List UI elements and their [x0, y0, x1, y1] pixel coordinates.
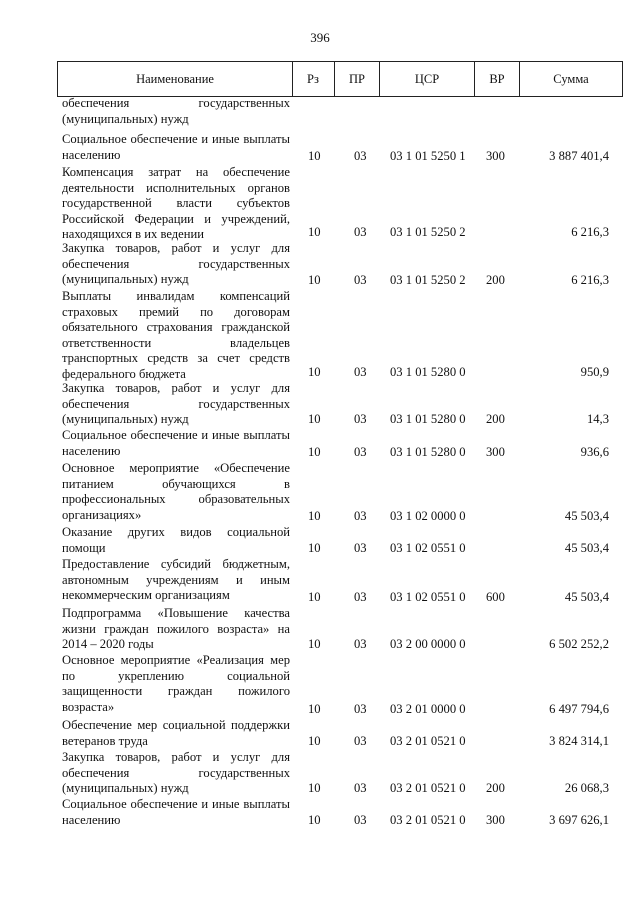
- table-row: [0, 132, 640, 165]
- row-sum: 950,9: [580, 365, 609, 380]
- row-rz: 10: [308, 781, 321, 796]
- row-name: Социальное обеспечение и иные выплаты населению: [62, 428, 290, 458]
- row-vr: 300: [486, 813, 505, 828]
- row-pr: 03: [354, 637, 367, 652]
- row-sum: 3 887 401,4: [549, 149, 609, 164]
- row-sum: 3 824 314,1: [549, 734, 609, 749]
- row-pr: 03: [354, 149, 367, 164]
- row-pr: 03: [354, 273, 367, 288]
- table-row: [0, 96, 640, 132]
- row-rz: 10: [308, 813, 321, 828]
- row-sum: 45 503,4: [564, 541, 609, 556]
- table-body: [0, 96, 640, 829]
- row-sum: 6 216,3: [571, 225, 609, 240]
- row-sum: 45 503,4: [564, 509, 609, 524]
- table-row: [0, 718, 640, 750]
- column-header-rz: Рз: [292, 61, 335, 97]
- row-vr: 200: [486, 781, 505, 796]
- table-row: [0, 165, 640, 241]
- row-rz: 10: [308, 445, 321, 460]
- row-csr: 03 1 01 5250 2: [390, 225, 466, 240]
- row-name: Закупка товаров, работ и услуг для обеспечения государственных (муниципальных) нужд: [62, 241, 290, 287]
- row-rz: 10: [308, 734, 321, 749]
- row-csr: 03 1 01 5250 1: [390, 149, 466, 164]
- row-csr: 03 1 01 5250 2: [390, 273, 466, 288]
- row-vr: 300: [486, 149, 505, 164]
- row-name: Обеспечение мер социальной поддержки ветеранов труда: [62, 718, 290, 748]
- row-csr: 03 1 02 0000 0: [390, 509, 466, 524]
- row-name: Социальное обеспечение и иные выплаты населению: [62, 132, 290, 162]
- column-header-vr: ВР: [475, 61, 520, 97]
- table-row: [0, 750, 640, 797]
- row-pr: 03: [354, 541, 367, 556]
- row-name: Закупка товаров, работ и услуг для обеспечения государственных (муниципальных) нужд: [62, 750, 290, 796]
- row-vr: 200: [486, 273, 505, 288]
- row-sum: 6 497 794,6: [549, 702, 609, 717]
- row-pr: 03: [354, 365, 367, 380]
- table-row: [0, 461, 640, 525]
- row-rz: 10: [308, 225, 321, 240]
- row-rz: 10: [308, 590, 321, 605]
- row-name: Закупка товаров, работ и услуг для обеспечения государственных (муниципальных) нужд: [62, 381, 290, 427]
- page-number: 396: [310, 30, 330, 45]
- row-sum: 3 697 626,1: [549, 813, 609, 828]
- row-sum: 6 216,3: [571, 273, 609, 288]
- table-row: [0, 653, 640, 718]
- row-pr: 03: [354, 734, 367, 749]
- row-sum: 936,6: [580, 445, 609, 460]
- row-name: Подпрограмма «Повышение качества жизни граждан пожилого возраста» на 2014 – 2020 годы: [62, 606, 290, 652]
- table-row: [0, 606, 640, 653]
- table-row: [0, 557, 640, 606]
- row-pr: 03: [354, 590, 367, 605]
- row-rz: 10: [308, 509, 321, 524]
- row-pr: 03: [354, 813, 367, 828]
- row-csr: 03 1 02 0551 0: [390, 541, 466, 556]
- row-name: обеспечения государственных (муниципальных) нужд: [62, 96, 290, 126]
- table-row: [0, 381, 640, 428]
- row-rz: 10: [308, 637, 321, 652]
- row-csr: 03 1 01 5280 0: [390, 445, 466, 460]
- row-name: Предоставление субсидий бюджетным, автономным учреждениям и иным некоммерческим организациям: [62, 557, 290, 603]
- row-csr: 03 2 01 0521 0: [390, 813, 466, 828]
- row-vr: 600: [486, 590, 505, 605]
- row-csr: 03 2 00 0000 0: [390, 637, 466, 652]
- row-csr: 03 2 01 0521 0: [390, 734, 466, 749]
- row-name: Основное мероприятие «Обеспечение питанием обучающихся в профессиональных образовательных организациях»: [62, 461, 290, 522]
- row-name: Основное мероприятие «Реализация мер по укреплению социальной защищенности граждан пожилого возраста»: [62, 653, 290, 714]
- row-rz: 10: [308, 541, 321, 556]
- table-row: [0, 241, 640, 289]
- row-csr: 03 1 02 0551 0: [390, 590, 466, 605]
- table-row: [0, 289, 640, 381]
- row-pr: 03: [354, 702, 367, 717]
- row-pr: 03: [354, 781, 367, 796]
- row-name: Оказание других видов социальной помощи: [62, 525, 290, 555]
- row-sum: 45 503,4: [564, 590, 609, 605]
- row-name: Компенсация затрат на обеспечение деятельности исполнительных органов государственной власти субъектов Российской Федерации и учреждений, находящихся в их ведении: [62, 165, 290, 242]
- row-pr: 03: [354, 445, 367, 460]
- row-pr: 03: [354, 509, 367, 524]
- row-pr: 03: [354, 412, 367, 427]
- row-csr: 03 1 01 5280 0: [390, 412, 466, 427]
- column-header-pr: ПР: [335, 61, 380, 97]
- row-pr: 03: [354, 225, 367, 240]
- row-csr: 03 2 01 0000 0: [390, 702, 466, 717]
- row-csr: 03 1 01 5280 0: [390, 365, 466, 380]
- row-sum: 14,3: [586, 412, 609, 427]
- row-name: Выплаты инвалидам компенсаций страховых премий по договорам обязательного страхования гражданской ответственности владельцев транспортных средств за счет средств федерального бюджета: [62, 289, 290, 381]
- row-sum: 6 502 252,2: [549, 637, 609, 652]
- row-rz: 10: [308, 702, 321, 717]
- row-csr: 03 2 01 0521 0: [390, 781, 466, 796]
- column-header-sum: Сумма: [520, 61, 623, 97]
- table-row: [0, 797, 640, 829]
- row-rz: 10: [308, 273, 321, 288]
- row-rz: 10: [308, 412, 321, 427]
- row-sum: 26 068,3: [564, 781, 609, 796]
- table-row: [0, 428, 640, 461]
- row-vr: 300: [486, 445, 505, 460]
- table-row: [0, 525, 640, 557]
- column-header-name: Наименование: [57, 61, 293, 97]
- column-header-csr: ЦСР: [380, 61, 475, 97]
- row-rz: 10: [308, 149, 321, 164]
- row-vr: 200: [486, 412, 505, 427]
- row-rz: 10: [308, 365, 321, 380]
- row-name: Социальное обеспечение и иные выплаты населению: [62, 797, 290, 827]
